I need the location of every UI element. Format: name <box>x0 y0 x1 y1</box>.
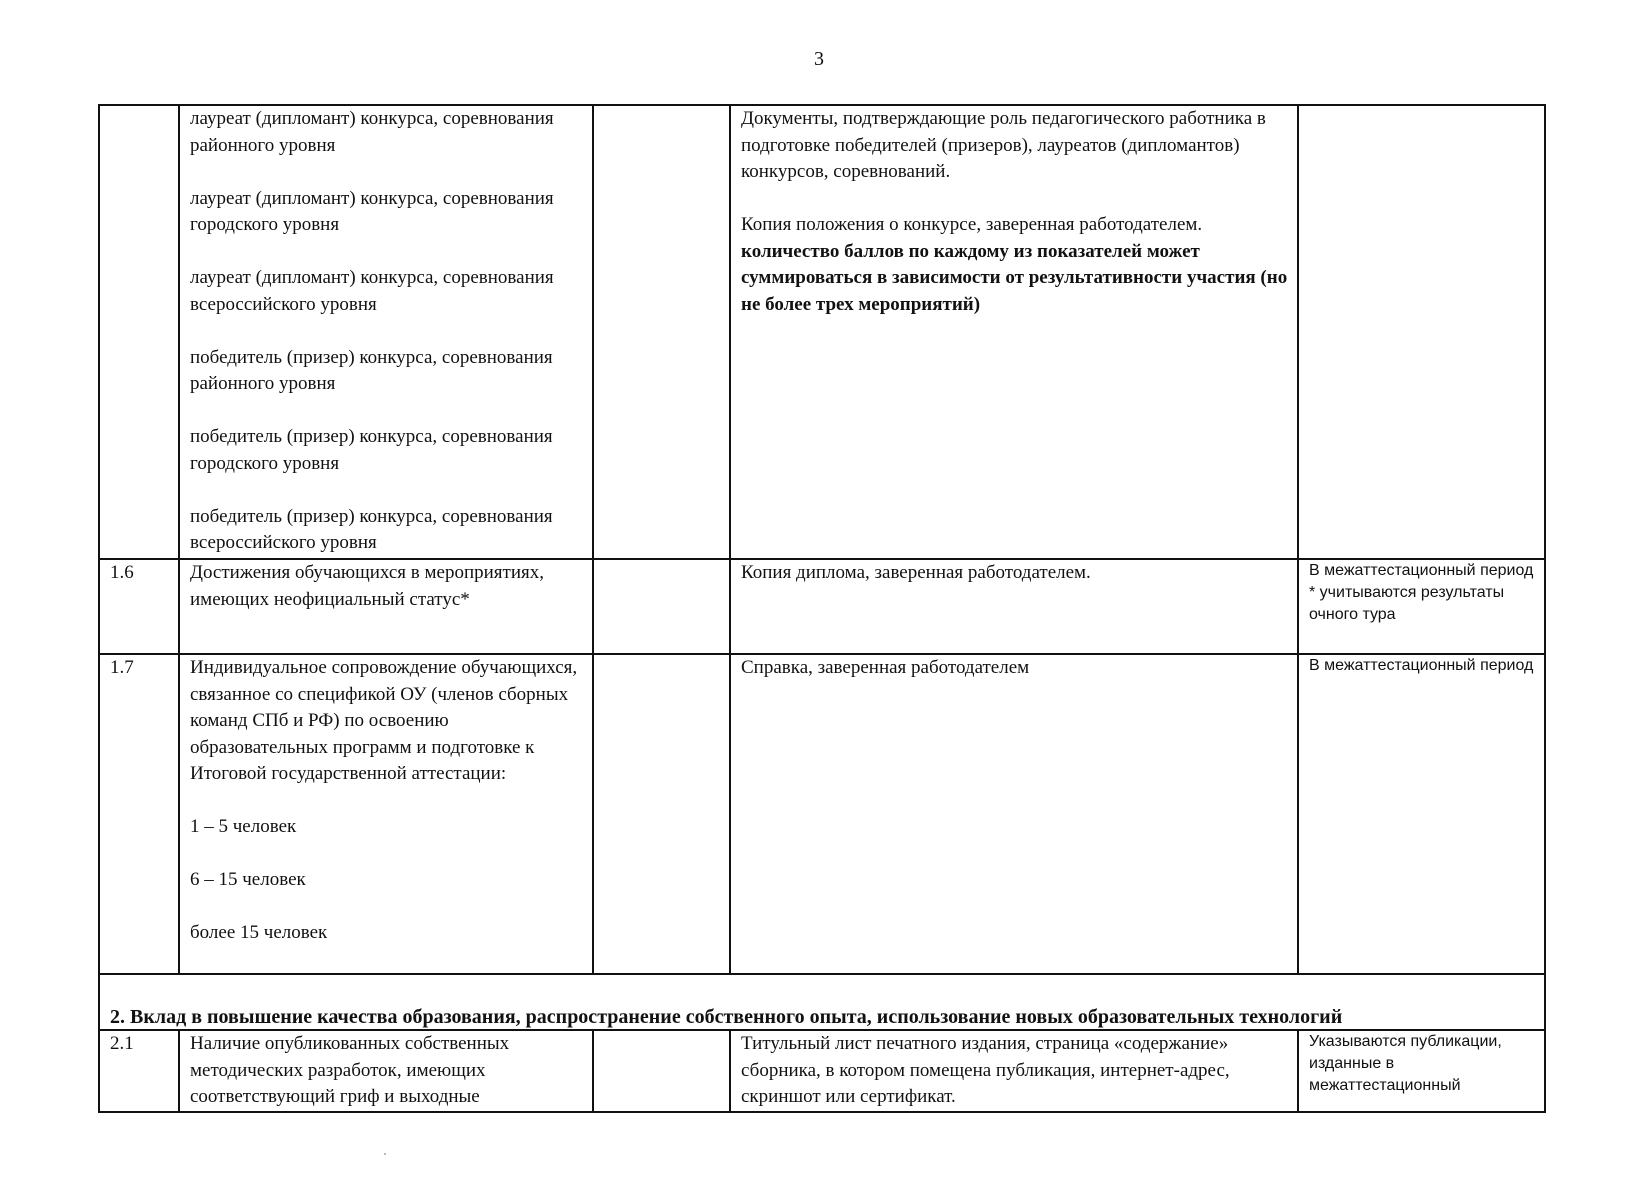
documents-cell: Справка, заверенная работодателем <box>730 654 1298 974</box>
row-number-cell: 1.7 <box>99 654 179 974</box>
indicator-item: победитель (призер) конкурса, соревнования городского уровня <box>190 426 553 474</box>
table-row <box>99 105 1545 559</box>
indicator-item: лауреат (дипломант) конкурса, соревнования районного уровня <box>190 108 554 156</box>
row-number-cell <box>99 105 179 559</box>
indicator-cell: Наличие опубликованных собственных методических разработок, имеющих соответствующий гриф и выходные <box>179 1030 593 1112</box>
points-cell <box>593 654 730 974</box>
scan-speck <box>384 1153 386 1155</box>
note-text: В межаттестационный период <box>1309 562 1534 579</box>
indicator-cell <box>179 654 593 974</box>
criteria-table <box>98 104 1546 1113</box>
indicator-item: победитель (призер) конкурса, соревнования всероссийского уровня <box>190 505 553 553</box>
indicator-level: более 15 человек <box>190 922 328 943</box>
indicator-item: лауреат (дипломант) конкурса, соревнования городского уровня <box>190 187 554 235</box>
indicator-item: победитель (призер) конкурса, соревнования районного уровня <box>190 346 553 394</box>
documents-cell: Титульный лист печатного издания, страница «содержание» сборника, в котором помещена публикация, интернет-адрес, скриншот или сертификат. <box>730 1030 1298 1112</box>
page-number: 3 <box>814 48 824 70</box>
section-heading: 2. Вклад в повышение качества образования, распространение собственного опыта, использование новых образовательных технологий <box>99 974 1545 1030</box>
note-cell <box>1298 559 1545 654</box>
table-row <box>99 1030 1545 1112</box>
documents-text: Документы, подтверждающие роль педагогического работника в подготовке победителей (призеров), лауреатов (дипломантов) конкурсов, соревнований. <box>741 108 1266 182</box>
points-cell <box>593 105 730 559</box>
indicator-level: 6 – 15 человек <box>190 869 306 890</box>
note-cell: Указываются публикации, изданные в межаттестационный <box>1298 1030 1545 1112</box>
indicator-text: Индивидуальное сопровождение обучающихся, связанное со спецификой ОУ (членов сборных команд СПб и РФ) по освоению образовательных программ и подготовке к Итоговой государственной аттестации: <box>190 657 578 784</box>
documents-text: Копия положения о конкурсе, заверенная работодателем. <box>741 214 1203 235</box>
note-cell <box>1298 105 1545 559</box>
indicator-item: лауреат (дипломант) конкурса, соревнования всероссийского уровня <box>190 267 554 315</box>
note-text: * учитываются результаты очного тура <box>1309 584 1505 623</box>
indicator-cell <box>179 105 593 559</box>
row-number-cell: 2.1 <box>99 1030 179 1112</box>
note-cell: В межаттестационный период <box>1298 654 1545 974</box>
points-cell <box>593 1030 730 1112</box>
documents-bold-note: количество баллов по каждому из показателей может суммироваться в зависимости от результативности участия (но не более трех мероприятий) <box>741 240 1288 315</box>
documents-cell <box>730 105 1298 559</box>
points-cell <box>593 559 730 654</box>
row-number-cell: 1.6 <box>99 559 179 654</box>
documents-cell: Копия диплома, заверенная работодателем. <box>730 559 1298 654</box>
table-row <box>99 559 1545 654</box>
indicator-cell: Достижения обучающихся в мероприятиях, имеющих неофициальный статус* <box>179 559 593 654</box>
indicator-level: 1 – 5 человек <box>190 816 297 837</box>
section-row <box>99 974 1545 1030</box>
table-row <box>99 654 1545 974</box>
